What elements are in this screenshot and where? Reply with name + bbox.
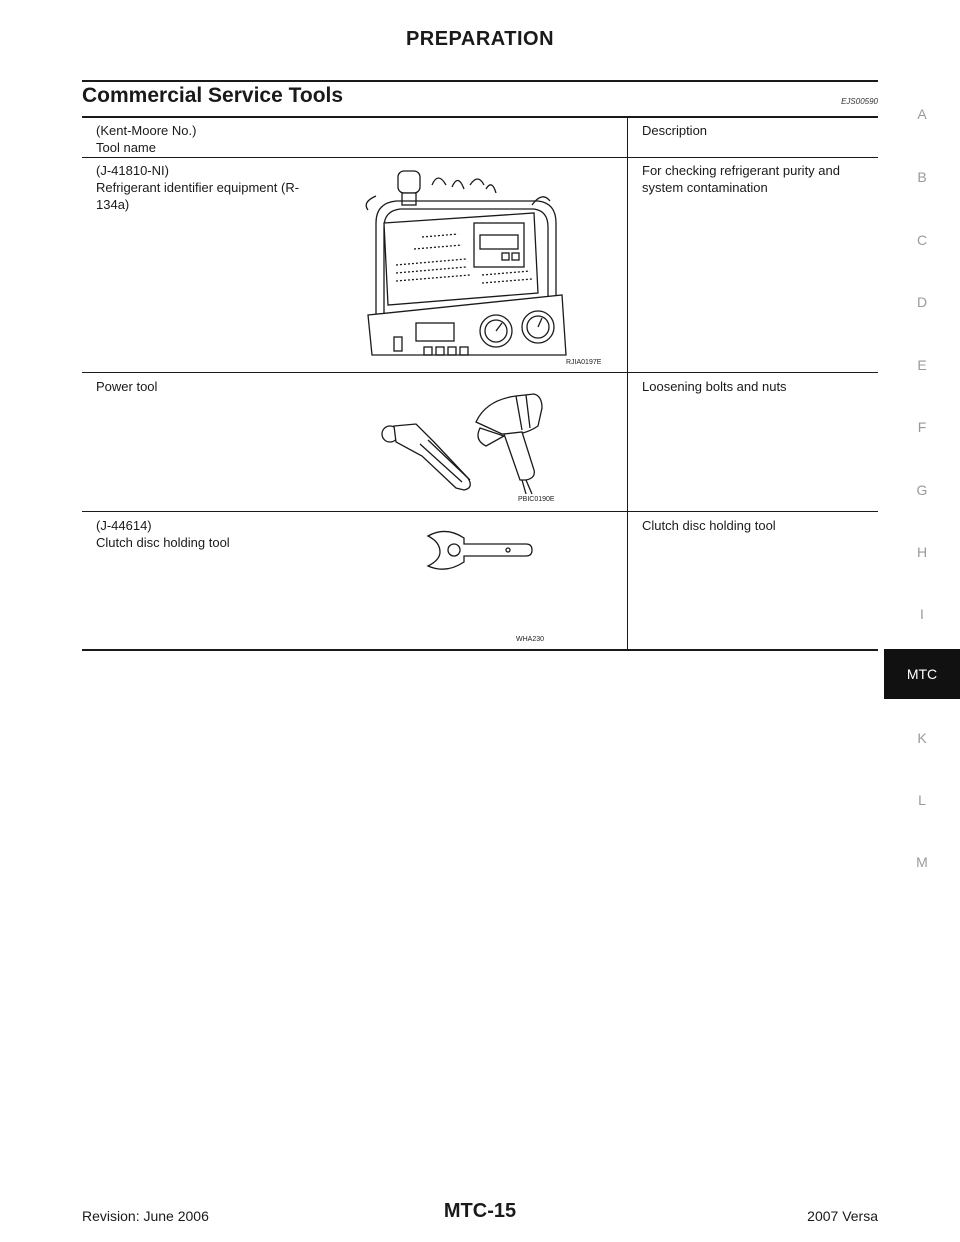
tab-l[interactable]: L	[918, 792, 926, 808]
tab-f[interactable]: F	[917, 419, 927, 435]
tab-a[interactable]: A	[917, 106, 927, 122]
row3-description: Clutch disc holding tool	[642, 518, 776, 533]
footer-page-number: MTC-15	[443, 1200, 517, 1222]
row-rule	[82, 511, 878, 512]
column-separator	[627, 118, 628, 650]
tab-g[interactable]: G	[916, 482, 928, 498]
row2-description: Loosening bolts and nuts	[642, 379, 787, 394]
row1-description: For checking refrigerant purity and system contamination	[642, 163, 840, 195]
tab-k[interactable]: K	[917, 730, 927, 746]
row3-figure-code: WHA230	[516, 636, 545, 643]
tab-mtc-active[interactable]: MTC	[884, 649, 960, 699]
tab-d[interactable]: D	[916, 294, 928, 310]
row1-figure-code: RJIA0197E	[566, 359, 602, 366]
tab-m[interactable]: M	[916, 854, 928, 870]
table-bottom-rule	[82, 649, 878, 651]
tab-h[interactable]: H	[916, 544, 928, 560]
row-rule	[82, 372, 878, 373]
page-header: PREPARATION	[405, 28, 555, 50]
tab-c[interactable]: C	[916, 232, 928, 248]
section-title: Commercial Service Tools	[82, 84, 344, 107]
footer-revision: Revision: June 2006	[82, 1208, 209, 1224]
header-description: Description	[642, 123, 708, 138]
power-tool-illustration	[376, 382, 556, 494]
header-rule	[82, 80, 878, 82]
tab-i[interactable]: I	[920, 606, 924, 622]
row3-tool: (J-44614) Clutch disc holding tool	[96, 518, 230, 550]
footer-model: 2007 Versa	[807, 1208, 878, 1224]
tab-e[interactable]: E	[917, 357, 927, 373]
header-tool-name: (Kent-Moore No.) Tool name	[96, 123, 197, 155]
row1-tool: (J-41810-NI) Refrigerant identifier equipment (R- 134a)	[96, 163, 300, 212]
clutch-disc-holding-tool-illustration	[424, 526, 534, 578]
row2-figure-code: PBIC0190E	[518, 496, 555, 503]
row-rule	[82, 157, 878, 158]
table-top-rule	[82, 116, 878, 118]
section-code: EJS00590	[841, 97, 878, 106]
refrigerant-identifier-illustration	[362, 165, 612, 357]
row2-tool: Power tool	[96, 379, 158, 394]
tab-b[interactable]: B	[917, 169, 927, 185]
